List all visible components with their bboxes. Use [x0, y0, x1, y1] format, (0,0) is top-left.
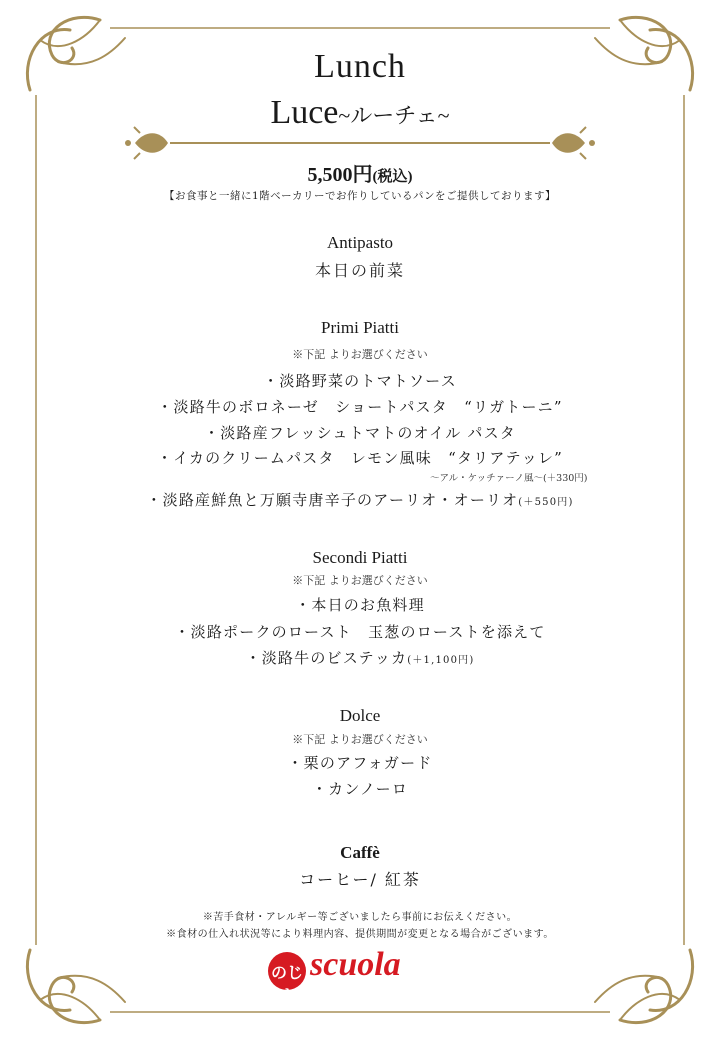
antipasto-item: 本日の前菜 — [314, 261, 405, 280]
primi-item-2: ・淡路牛のボロネーゼ ショートパスタ “リガトーニ” — [157, 398, 563, 416]
primi-note: ※下記 よりお選びください — [292, 348, 428, 361]
dolce-item-2: ・カンノーロ — [311, 780, 409, 798]
course-name — [0, 94, 720, 132]
primi-heading: Primi Piatti — [321, 318, 399, 337]
change-note: ※食材の仕入れ状況等により料理内容、提供期間が変更となる場合がございます。 — [166, 929, 554, 940]
primi-item-4-sub: ～アル・ケッチァーノ風～(＋330円) — [430, 473, 588, 484]
logo-mark — [268, 952, 306, 1005]
logo-word: scuola — [310, 946, 401, 983]
antipasto-heading: Antipasto — [326, 233, 394, 252]
course-name-suffix: ~ルーチェ~ — [338, 103, 450, 128]
menu-title: Lunch — [314, 48, 406, 85]
secondi-note: ※下記 よりお選びください — [292, 574, 428, 587]
secondi-item-1: ・本日のお魚料理 — [295, 596, 425, 614]
caffe-item: コーヒー/ 紅茶 — [299, 870, 421, 889]
primi-item-5-label: ・淡路産鮮魚と万願寺唐辛子のアーリオ・オーリオ — [146, 491, 519, 509]
secondi-heading: Secondi Piatti — [312, 548, 408, 567]
primi-item-5 — [0, 489, 720, 510]
scuola-logo — [268, 946, 458, 1005]
course-price — [0, 158, 720, 187]
bread-note: 【お食事と一緒に1階ベーカリーでお作りしているパンをご提供しております】 — [164, 190, 556, 202]
price-tax: (税込) — [372, 169, 413, 185]
primi-item-5-extra: (＋550円) — [518, 497, 574, 508]
price-value: 5,500円 — [307, 164, 373, 186]
secondi-item-3-label: ・淡路牛のビステッカ — [245, 649, 408, 667]
secondi-item-3-extra: (＋1,100円) — [407, 655, 475, 666]
logo-mark-text: のじま — [270, 963, 303, 1005]
dolce-note: ※下記 よりお選びください — [292, 733, 428, 746]
dolce-item-1: ・栗のアフォガード — [287, 754, 433, 772]
secondi-item-3 — [0, 647, 720, 668]
secondi-item-2: ・淡路ポークのロースト 玉葱のローストを添えて — [174, 623, 546, 641]
primi-item-4: ・イカのクリームパスタ レモン風味 “タリアテッレ” — [156, 449, 564, 467]
caffe-heading: Caffè — [340, 843, 380, 862]
allergy-note: ※苦手食材・アレルギー等ございましたら事前にお伝えください。 — [202, 912, 518, 923]
primi-item-3: ・淡路産フレッシュトマトのオイル パスタ — [204, 424, 516, 442]
dolce-heading: Dolce — [339, 706, 381, 725]
course-name-main: Luce — [270, 94, 339, 131]
primi-item-1: ・淡路野菜のトマトソース — [263, 372, 457, 390]
